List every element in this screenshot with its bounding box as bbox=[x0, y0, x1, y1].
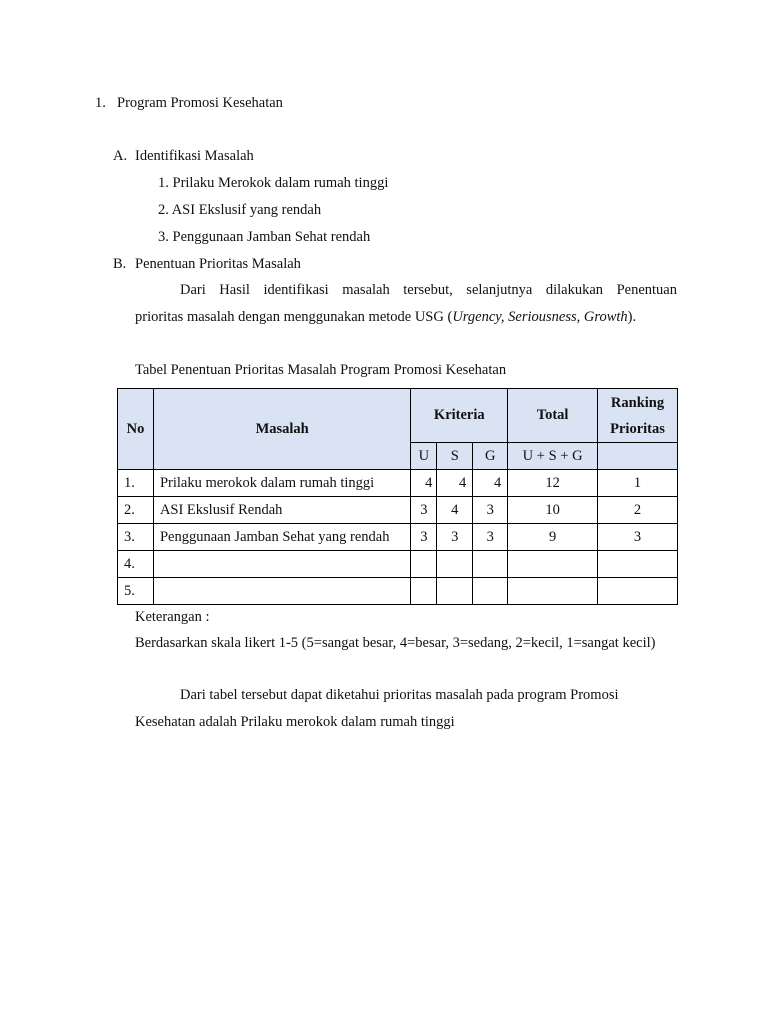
cell-s bbox=[437, 551, 473, 578]
cell-no: 1. bbox=[118, 470, 154, 497]
cell-s: 4 bbox=[437, 497, 473, 524]
paragraph-text: ). bbox=[627, 309, 637, 325]
cell-s: 4 bbox=[437, 470, 473, 497]
paragraph-line: Dari Hasil identifikasi masalah tersebut, selanjutnya dilakukan Penentuan bbox=[180, 282, 677, 298]
cell-masalah bbox=[153, 551, 410, 578]
cell-rank: 1 bbox=[598, 470, 678, 497]
table-row bbox=[118, 497, 678, 524]
table-caption: Tabel Penentuan Prioritas Masalah Program Promosi Kesehatan bbox=[135, 362, 507, 378]
priority-table bbox=[117, 388, 678, 605]
part-b-letter: B. bbox=[113, 256, 127, 272]
cell-g: 3 bbox=[473, 497, 508, 524]
paragraph-line bbox=[135, 304, 677, 331]
cell-total: 12 bbox=[508, 470, 598, 497]
cell-rank: 2 bbox=[598, 497, 678, 524]
problem-list-item: 3. Penggunaan Jamban Sehat rendah bbox=[158, 229, 371, 245]
cell-s: 3 bbox=[437, 524, 473, 551]
cell-u: 4 bbox=[411, 470, 437, 497]
section-title: Program Promosi Kesehatan bbox=[117, 95, 283, 111]
conclusion-paragraph bbox=[135, 682, 695, 736]
cell-no: 2. bbox=[118, 497, 154, 524]
header-ranking-line: Prioritas bbox=[610, 420, 665, 437]
notes-scale: Berdasarkan skala likert 1-5 (5=sangat besar, 4=besar, 3=sedang, 2=kecil, 1=sangat kecil) bbox=[135, 635, 656, 651]
cell-u: 3 bbox=[411, 524, 437, 551]
header-g: G bbox=[473, 443, 508, 470]
cell-rank bbox=[598, 551, 678, 578]
cell-g: 3 bbox=[473, 524, 508, 551]
usg-terms: Urgency, Seriousness, Growth bbox=[452, 309, 628, 325]
header-s: S bbox=[437, 443, 473, 470]
table-row bbox=[118, 470, 678, 497]
header-kriteria: Kriteria bbox=[411, 389, 508, 443]
header-ranking bbox=[598, 389, 678, 443]
cell-no: 5. bbox=[118, 578, 154, 605]
cell-total: 9 bbox=[508, 524, 598, 551]
paragraph-line: Dari tabel tersebut dapat diketahui prioritas masalah pada program Promosi bbox=[180, 687, 619, 703]
section-number: 1. bbox=[95, 95, 106, 111]
cell-no: 4. bbox=[118, 551, 154, 578]
cell-masalah: ASI Ekslusif Rendah bbox=[153, 497, 410, 524]
cell-masalah bbox=[153, 578, 410, 605]
header-ranking-sub bbox=[598, 443, 678, 470]
cell-total bbox=[508, 551, 598, 578]
cell-s bbox=[437, 578, 473, 605]
cell-total bbox=[508, 578, 598, 605]
part-b-title: Penentuan Prioritas Masalah bbox=[135, 256, 301, 272]
part-a-letter: A. bbox=[113, 148, 128, 164]
cell-masalah: Penggunaan Jamban Sehat yang rendah bbox=[153, 524, 410, 551]
paragraph-text: prioritas masalah dengan menggunakan metode USG ( bbox=[135, 309, 453, 325]
cell-g: 4 bbox=[473, 470, 508, 497]
cell-u bbox=[411, 578, 437, 605]
header-masalah: Masalah bbox=[153, 389, 410, 470]
cell-u: 3 bbox=[411, 497, 437, 524]
cell-no: 3. bbox=[118, 524, 154, 551]
notes-label: Keterangan : bbox=[135, 609, 210, 625]
header-total-formula: U + S + G bbox=[508, 443, 598, 470]
part-a-title: Identifikasi Masalah bbox=[135, 148, 254, 164]
cell-total: 10 bbox=[508, 497, 598, 524]
cell-u bbox=[411, 551, 437, 578]
problem-list-item: 2. ASI Ekslusif yang rendah bbox=[158, 202, 322, 218]
table-row bbox=[118, 578, 678, 605]
cell-rank: 3 bbox=[598, 524, 678, 551]
cell-g bbox=[473, 578, 508, 605]
header-ranking-line: Ranking bbox=[610, 394, 665, 411]
cell-masalah: Prilaku merokok dalam rumah tinggi bbox=[153, 470, 410, 497]
table-row bbox=[118, 524, 678, 551]
cell-rank bbox=[598, 578, 678, 605]
header-no: No bbox=[118, 389, 154, 470]
cell-g bbox=[473, 551, 508, 578]
problem-list-item: 1. Prilaku Merokok dalam rumah tinggi bbox=[158, 175, 389, 191]
table-row bbox=[118, 551, 678, 578]
paragraph-line: Kesehatan adalah Prilaku merokok dalam rumah tinggi bbox=[135, 714, 455, 730]
header-u: U bbox=[411, 443, 437, 470]
header-total: Total bbox=[508, 389, 598, 443]
usg-method-paragraph bbox=[135, 277, 677, 331]
